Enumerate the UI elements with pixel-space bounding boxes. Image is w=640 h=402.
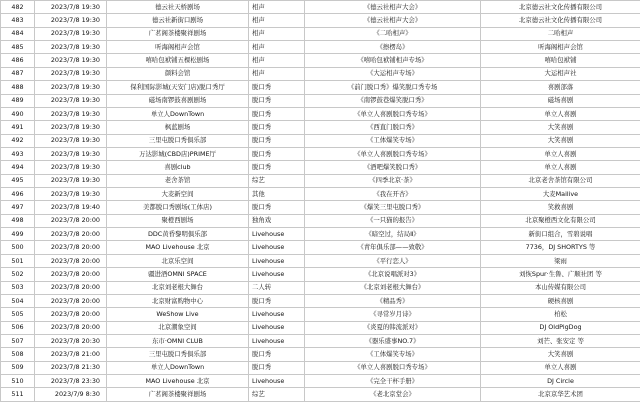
cell-row-number: 491 xyxy=(1,121,35,134)
table-row xyxy=(1,94,640,107)
cell-performance-type: 综艺 xyxy=(249,174,305,187)
cell-row-number: 505 xyxy=(1,308,35,321)
cell-performance-type: 脱口秀 xyxy=(249,361,305,374)
cell-venue: 广茗阁茶楼聚祥剧场 xyxy=(107,388,249,401)
cell-organizer: 单立人喜剧 xyxy=(481,361,640,374)
cell-date-time: 2023/7/8 19:30 xyxy=(35,107,107,120)
table-row xyxy=(1,228,640,241)
cell-organizer: 磁场喜剧 xyxy=(481,94,640,107)
cell-venue: 北京潮象空间 xyxy=(107,321,249,334)
cell-organizer: 7736，DJ SHORTYS 等 xyxy=(481,241,640,254)
cell-date-time: 2023/7/8 19:30 xyxy=(35,147,107,160)
cell-organizer: 大运相声社 xyxy=(481,67,640,80)
table-row xyxy=(1,268,640,281)
cell-venue: 单立人DownTown xyxy=(107,361,249,374)
cell-show-title: 《大运相声专场》 xyxy=(305,67,481,80)
table-row xyxy=(1,14,640,27)
cell-performance-type: 相声 xyxy=(249,67,305,80)
cell-organizer: 北京老舍茶馆有限公司 xyxy=(481,174,640,187)
cell-venue: DDC黄昏黎明俱乐部 xyxy=(107,228,249,241)
cell-row-number: 493 xyxy=(1,147,35,160)
cell-show-title: 《爆笑三里屯脱口秀》 xyxy=(305,201,481,214)
cell-performance-type: 相声 xyxy=(249,54,305,67)
cell-row-number: 511 xyxy=(1,388,35,401)
cell-date-time: 2023/7/8 19:30 xyxy=(35,188,107,201)
cell-date-time: 2023/7/8 19:30 xyxy=(35,54,107,67)
cell-organizer: 大笑喜剧 xyxy=(481,121,640,134)
table-row xyxy=(1,107,640,120)
table-row xyxy=(1,134,640,147)
table-row xyxy=(1,67,640,80)
table-row xyxy=(1,188,640,201)
cell-show-title: 《器乐盛事NO.7》 xyxy=(305,334,481,347)
cell-row-number: 492 xyxy=(1,134,35,147)
cell-performance-type: Livehouse xyxy=(249,321,305,334)
cell-row-number: 506 xyxy=(1,321,35,334)
cell-performance-type: 脱口秀 xyxy=(249,107,305,120)
cell-venue: 德云社新街口剧场 xyxy=(107,14,249,27)
cell-organizer: 北京聚橙西文化有限公司 xyxy=(481,214,640,227)
cell-row-number: 485 xyxy=(1,41,35,54)
schedule-table-body xyxy=(1,1,640,402)
cell-performance-type: 相声 xyxy=(249,1,305,14)
cell-organizer: DJ Circle xyxy=(481,375,640,388)
cell-date-time: 2023/7/8 20:00 xyxy=(35,308,107,321)
table-row xyxy=(1,281,640,294)
table-row xyxy=(1,54,640,67)
cell-row-number: 510 xyxy=(1,375,35,388)
cell-row-number: 495 xyxy=(1,174,35,187)
cell-performance-type: Livehouse xyxy=(249,268,305,281)
cell-show-title: 《青年俱乐部——致敬》 xyxy=(305,241,481,254)
cell-organizer: 单立人喜剧 xyxy=(481,147,640,160)
cell-row-number: 494 xyxy=(1,161,35,174)
table-row xyxy=(1,81,640,94)
cell-show-title: 《单立人喜剧脱口秀专场》 xyxy=(305,147,481,160)
cell-venue: 广茗阁茶楼聚祥剧场 xyxy=(107,27,249,40)
cell-show-title: 《炎夏的韩流派对》 xyxy=(305,321,481,334)
cell-venue: 疆进酒OMNI SPACE xyxy=(107,268,249,281)
cell-performance-type: Livehouse xyxy=(249,228,305,241)
cell-date-time: 2023/7/8 20:00 xyxy=(35,228,107,241)
cell-venue: 三里屯脱口秀俱乐部 xyxy=(107,348,249,361)
cell-date-time: 2023/7/8 23:30 xyxy=(35,375,107,388)
cell-show-title: 《北京刘老根大舞台》 xyxy=(305,281,481,294)
cell-show-title: 《二哈相声》 xyxy=(305,27,481,40)
table-row xyxy=(1,388,640,401)
cell-show-title: 《平行恋人》 xyxy=(305,254,481,267)
cell-venue: 保利国际影城(天安门店)脱口秀厅 xyxy=(107,81,249,94)
cell-performance-type: Livehouse xyxy=(249,375,305,388)
cell-organizer: DJ OldPigDog xyxy=(481,321,640,334)
cell-row-number: 503 xyxy=(1,281,35,294)
cell-venue: 喜剧club xyxy=(107,161,249,174)
cell-date-time: 2023/7/8 19:30 xyxy=(35,14,107,27)
cell-organizer: 单立人喜剧 xyxy=(481,107,640,120)
cell-row-number: 496 xyxy=(1,188,35,201)
cell-venue: 北京财富购物中心 xyxy=(107,294,249,307)
cell-date-time: 2023/7/8 20:00 xyxy=(35,254,107,267)
cell-row-number: 497 xyxy=(1,201,35,214)
cell-show-title: 《工体爆笑专场》 xyxy=(305,348,481,361)
table-row xyxy=(1,147,640,160)
cell-organizer: 硬核喜剧 xyxy=(481,294,640,307)
cell-show-title: 《酒吧爆笑脱口秀》 xyxy=(305,161,481,174)
cell-date-time: 2023/7/8 20:00 xyxy=(35,321,107,334)
cell-date-time: 2023/7/8 19:30 xyxy=(35,1,107,14)
cell-row-number: 486 xyxy=(1,54,35,67)
cell-organizer: 北京德云社文化传播有限公司 xyxy=(481,14,640,27)
table-row xyxy=(1,241,640,254)
cell-venue: 万达影城(CBD店)PRIME厅 xyxy=(107,147,249,160)
cell-date-time: 2023/7/8 19:30 xyxy=(35,94,107,107)
cell-organizer: 笑救喜剧 xyxy=(481,201,640,214)
cell-show-title: 《一只猫的报告》 xyxy=(305,214,481,227)
cell-row-number: 499 xyxy=(1,228,35,241)
table-row xyxy=(1,41,640,54)
table-row xyxy=(1,1,640,14)
cell-performance-type: Livehouse xyxy=(249,308,305,321)
cell-show-title: 《寻常岁月诗》 xyxy=(305,308,481,321)
cell-show-title: 《南锣鼓巷爆笑脱口秀》 xyxy=(305,94,481,107)
cell-performance-type: 二人转 xyxy=(249,281,305,294)
cell-organizer: 柏松 xyxy=(481,308,640,321)
cell-venue: WeShow Live xyxy=(107,308,249,321)
cell-venue: 老舍茶馆 xyxy=(107,174,249,187)
cell-venue: 德云社天桥剧场 xyxy=(107,1,249,14)
cell-organizer: 单立人喜剧 xyxy=(481,161,640,174)
table-row xyxy=(1,375,640,388)
cell-organizer: 喜剧部落 xyxy=(481,81,640,94)
cell-venue: 枫蓝剧场 xyxy=(107,121,249,134)
table-row xyxy=(1,121,640,134)
cell-organizer: 二哈相声 xyxy=(481,27,640,40)
cell-performance-type: 脱口秀 xyxy=(249,134,305,147)
cell-show-title: 《单立人喜剧脱口秀专场》 xyxy=(305,361,481,374)
cell-date-time: 2023/7/8 19:30 xyxy=(35,81,107,94)
cell-performance-type: 脱口秀 xyxy=(249,294,305,307)
cell-organizer: 刘芒、张安定 等 xyxy=(481,334,640,347)
cell-organizer: 听海阁相声会馆 xyxy=(481,41,640,54)
cell-organizer: 大笑喜剧 xyxy=(481,348,640,361)
cell-date-time: 2023/7/8 19:30 xyxy=(35,67,107,80)
cell-show-title: 《德云社相声大会》 xyxy=(305,14,481,27)
cell-venue: 美都脱口秀剧场(工体店) xyxy=(107,201,249,214)
cell-venue: 北京刘老根大舞台 xyxy=(107,281,249,294)
cell-organizer: 大笑喜剧 xyxy=(481,134,640,147)
cell-row-number: 488 xyxy=(1,81,35,94)
cell-venue: 北京乐空间 xyxy=(107,254,249,267)
cell-performance-type: 相声 xyxy=(249,41,305,54)
cell-performance-type: 脱口秀 xyxy=(249,94,305,107)
cell-row-number: 490 xyxy=(1,107,35,120)
cell-row-number: 509 xyxy=(1,361,35,374)
cell-venue: 聚橙西剧场 xyxy=(107,214,249,227)
cell-organizer: 大麦Mailive xyxy=(481,188,640,201)
cell-show-title: 《老北京堂会》 xyxy=(305,388,481,401)
cell-row-number: 500 xyxy=(1,241,35,254)
cell-organizer: 新街口组合，雪碧说唱 xyxy=(481,228,640,241)
cell-organizer: 梁雨 xyxy=(481,254,640,267)
cell-row-number: 502 xyxy=(1,268,35,281)
cell-date-time: 2023/7/8 19:30 xyxy=(35,27,107,40)
cell-performance-type: 独角戏 xyxy=(249,214,305,227)
cell-date-time: 2023/7/8 20:00 xyxy=(35,281,107,294)
cell-venue: 大麦新空间 xyxy=(107,188,249,201)
table-row xyxy=(1,174,640,187)
cell-organizer: 刘恢Spur·生鲁、广顺社团 等 xyxy=(481,268,640,281)
cell-performance-type: 综艺 xyxy=(249,388,305,401)
table-row xyxy=(1,27,640,40)
cell-performance-type: 脱口秀 xyxy=(249,161,305,174)
cell-row-number: 508 xyxy=(1,348,35,361)
cell-show-title: 《精品秀》 xyxy=(305,294,481,307)
cell-date-time: 2023/7/8 19:30 xyxy=(35,174,107,187)
cell-row-number: 504 xyxy=(1,294,35,307)
cell-show-title: 《单立人喜剧脱口秀专场》 xyxy=(305,107,481,120)
cell-venue: 单立人DownTown xyxy=(107,107,249,120)
table-row xyxy=(1,161,640,174)
cell-performance-type: 相声 xyxy=(249,27,305,40)
cell-row-number: 487 xyxy=(1,67,35,80)
cell-performance-type: 脱口秀 xyxy=(249,201,305,214)
cell-show-title: 《擦楞岛》 xyxy=(305,41,481,54)
cell-show-title: 《完全干杯手册》 xyxy=(305,375,481,388)
cell-date-time: 2023/7/8 20:00 xyxy=(35,294,107,307)
cell-performance-type: Livehouse xyxy=(249,254,305,267)
cell-performance-type: 其他 xyxy=(249,188,305,201)
cell-performance-type: 相声 xyxy=(249,14,305,27)
cell-date-time: 2023/7/8 19:30 xyxy=(35,41,107,54)
cell-performance-type: 脱口秀 xyxy=(249,81,305,94)
cell-show-title: 《德云社相声大会》 xyxy=(305,1,481,14)
cell-row-number: 484 xyxy=(1,27,35,40)
cell-date-time: 2023/7/8 20:00 xyxy=(35,241,107,254)
cell-venue: 三里屯脱口秀俱乐部 xyxy=(107,134,249,147)
cell-organizer: 北京德云社文化传播有限公司 xyxy=(481,1,640,14)
cell-venue: 听海阁相声会馆 xyxy=(107,41,249,54)
table-row xyxy=(1,201,640,214)
cell-performance-type: 脱口秀 xyxy=(249,121,305,134)
cell-row-number: 507 xyxy=(1,334,35,347)
cell-row-number: 489 xyxy=(1,94,35,107)
cell-row-number: 498 xyxy=(1,214,35,227)
table-row xyxy=(1,321,640,334)
cell-show-title: 《工体爆笑专场》 xyxy=(305,134,481,147)
cell-show-title: 《四季北京·茶》 xyxy=(305,174,481,187)
cell-venue: MAO Livehouse 北京 xyxy=(107,375,249,388)
cell-date-time: 2023/7/9 8:30 xyxy=(35,388,107,401)
cell-organizer: 北京京华艺术团 xyxy=(481,388,640,401)
table-row xyxy=(1,361,640,374)
cell-show-title: 《西直门脱口秀》 xyxy=(305,121,481,134)
cell-venue: 颜料会馆 xyxy=(107,67,249,80)
cell-date-time: 2023/7/8 19:30 xyxy=(35,134,107,147)
cell-show-title: 《嘻哈包袱铺相声专场》 xyxy=(305,54,481,67)
cell-performance-type: Livehouse xyxy=(249,334,305,347)
cell-date-time: 2023/7/8 20:00 xyxy=(35,214,107,227)
cell-show-title: 《前门脱口秀》爆笑脱口秀专场 xyxy=(305,81,481,94)
cell-date-time: 2023/7/8 21:00 xyxy=(35,348,107,361)
cell-performance-type: 脱口秀 xyxy=(249,348,305,361)
cell-date-time: 2023/7/8 19:40 xyxy=(35,201,107,214)
cell-organizer: 嘻哈包袱铺 xyxy=(481,54,640,67)
table-row xyxy=(1,254,640,267)
cell-row-number: 483 xyxy=(1,14,35,27)
cell-date-time: 2023/7/8 20:00 xyxy=(35,268,107,281)
cell-venue: 东市·OMNI CLUB xyxy=(107,334,249,347)
table-row xyxy=(1,348,640,361)
table-row xyxy=(1,334,640,347)
cell-row-number: 482 xyxy=(1,1,35,14)
cell-organizer: 本山传媒有限公司 xyxy=(481,281,640,294)
cell-show-title: 《我在开杏》 xyxy=(305,188,481,201)
cell-date-time: 2023/7/8 19:30 xyxy=(35,161,107,174)
cell-date-time: 2023/7/8 20:30 xyxy=(35,334,107,347)
cell-show-title: 《北京说唱派对3》 xyxy=(305,268,481,281)
cell-performance-type: 脱口秀 xyxy=(249,147,305,160)
cell-venue: MAO Livehouse 北京 xyxy=(107,241,249,254)
table-row xyxy=(1,294,640,307)
table-row xyxy=(1,214,640,227)
cell-date-time: 2023/7/8 19:30 xyxy=(35,121,107,134)
cell-date-time: 2023/7/8 21:30 xyxy=(35,361,107,374)
cell-row-number: 501 xyxy=(1,254,35,267)
cell-venue: 嘻哈包袱铺五棵松剧场 xyxy=(107,54,249,67)
cell-show-title: 《暗空过，结局Ⅱ》 xyxy=(305,228,481,241)
cell-performance-type: Livehouse xyxy=(249,241,305,254)
cell-venue: 磁场南锣鼓喜剧剧场 xyxy=(107,94,249,107)
table-row xyxy=(1,308,640,321)
